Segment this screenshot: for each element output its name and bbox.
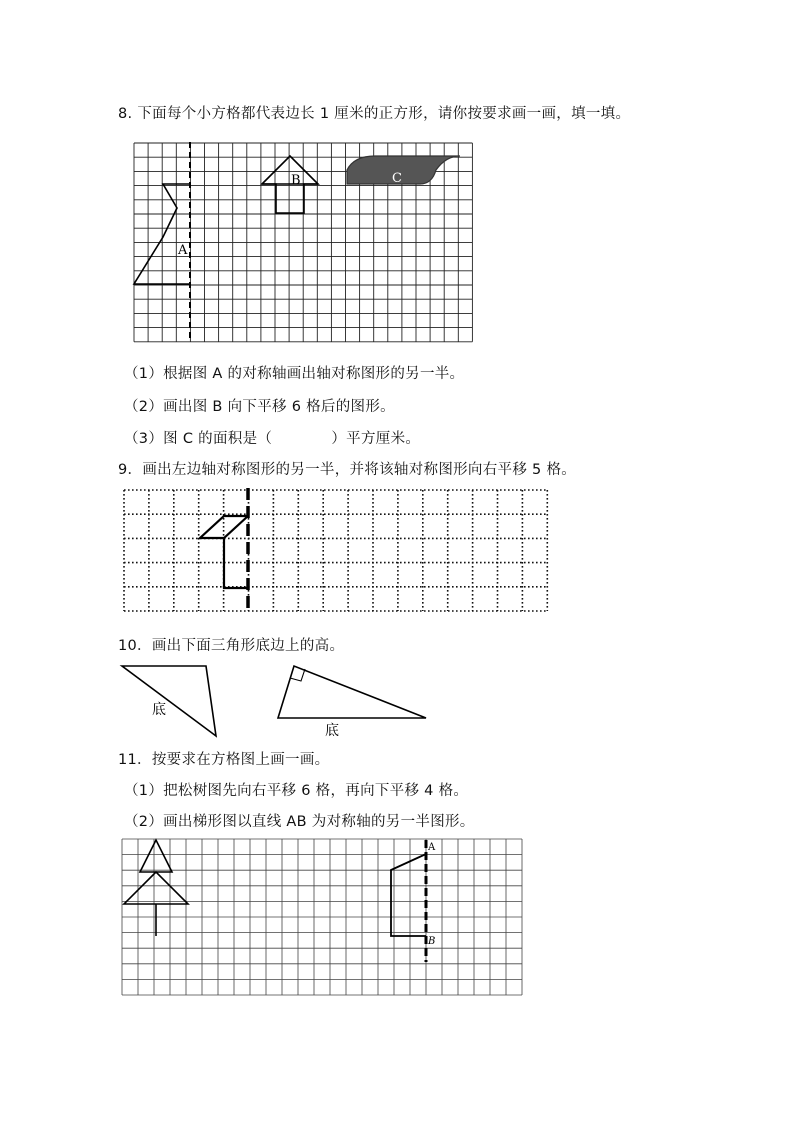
q11-label-a: A	[428, 842, 436, 853]
q9-prompt: 9．画出左边轴对称图形的另一半，并将该轴对称图形向右平移 5 格。	[118, 462, 577, 478]
q8-sub2: （2）画出图 B 向下平移 6 格后的图形。	[124, 399, 395, 415]
q8-grid-figure	[130, 142, 480, 346]
q11-label-b: B	[428, 936, 436, 947]
q11-pine-tree-bottom	[124, 872, 188, 904]
q10-base-label-2: 底	[325, 723, 339, 739]
q8-label-b: B	[291, 173, 301, 188]
q10-triangle-2	[278, 666, 426, 718]
q8-label-a: A	[178, 243, 188, 258]
q8-sub3: （3）图 C 的面积是（ ）平方厘米。	[124, 431, 421, 447]
q8-sub1: （1）根据图 A 的对称轴画出轴对称图形的另一半。	[124, 366, 465, 382]
q8-shape-c	[347, 156, 460, 184]
q11-sub2: （2）画出梯形图以直线 AB 为对称轴的另一半图形。	[124, 814, 475, 830]
q9-dotted-grid-figure	[120, 486, 554, 618]
q10-triangles-figure	[118, 660, 438, 744]
q8-prompt: 8. 下面每个小方格都代表边长 1 厘米的正方形，请你按要求画一画，填一填。	[118, 106, 631, 122]
q10-prompt: 10．画出下面三角形底边上的高。	[118, 638, 345, 654]
q11-prompt: 11．按要求在方格图上画一画。	[118, 752, 330, 768]
q11-trapezoid-half	[391, 854, 426, 936]
q11-pine-tree-top	[140, 840, 172, 872]
q8-label-c: C	[392, 171, 402, 186]
q10-base-label-1: 底	[152, 702, 166, 718]
q11-sub1: （1）把松树图先向右平移 6 格，再向下平移 4 格。	[124, 783, 469, 799]
q11-grid-figure	[118, 836, 528, 1000]
q10-triangle-1	[122, 666, 216, 736]
